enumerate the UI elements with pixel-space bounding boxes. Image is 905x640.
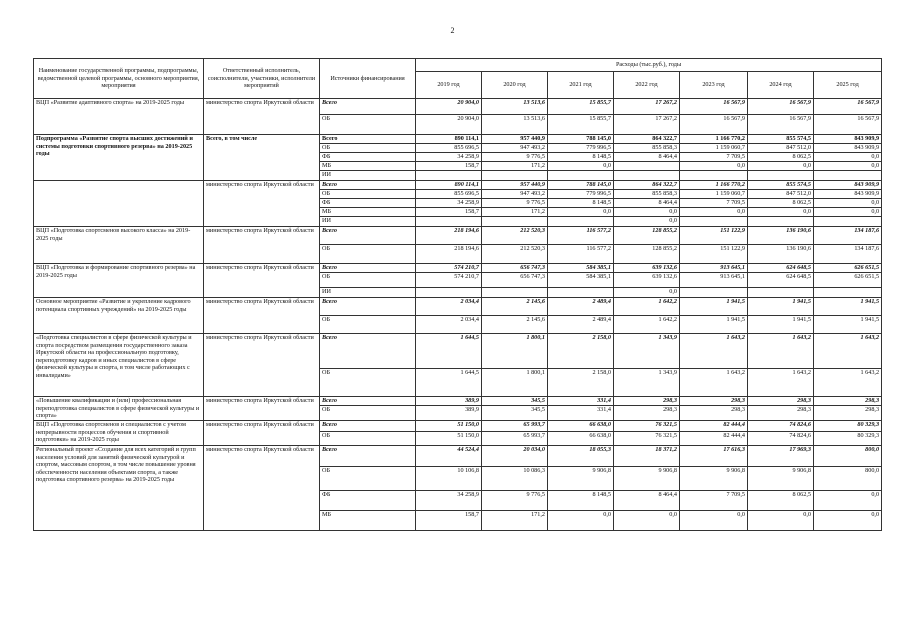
funding-source: МБ xyxy=(320,162,416,171)
expense-value: 1 941,5 xyxy=(680,298,748,316)
expense-value: 1 941,5 xyxy=(814,298,882,316)
table-row xyxy=(34,264,882,273)
header-name: Наименование государственной программы, подпрограммы, ведомственной целевой программы, основного мероприятия, мероприятия xyxy=(34,59,204,99)
expense-value xyxy=(548,171,614,181)
expense-value: 947 493,2 xyxy=(482,144,548,153)
expense-value: 0,0 xyxy=(680,511,748,531)
expense-value: 0,0 xyxy=(814,162,882,171)
expense-value: 212 520,3 xyxy=(482,227,548,245)
funding-source: ИИ xyxy=(320,217,416,227)
funding-source: ИИ xyxy=(320,288,416,298)
expense-value: 656 747,3 xyxy=(482,273,548,288)
expense-value: 779 996,5 xyxy=(548,190,614,199)
expense-value: 151 122,9 xyxy=(680,245,748,264)
expense-value: 8 062,5 xyxy=(748,153,814,162)
responsible-executor: министерство спорта Иркутской области xyxy=(204,264,320,298)
expense-value: 389,9 xyxy=(416,406,482,421)
expense-value: 957 440,9 xyxy=(482,135,548,144)
header-year: 2020 год xyxy=(482,72,548,99)
expense-value: 212 520,3 xyxy=(482,245,548,264)
expense-value: 34 258,9 xyxy=(416,153,482,162)
expense-value: 1 642,2 xyxy=(614,298,680,316)
table-row xyxy=(34,227,882,245)
expense-value: 0,0 xyxy=(614,217,680,227)
expense-value: 855 696,5 xyxy=(416,190,482,199)
expense-value: 171,2 xyxy=(482,162,548,171)
expense-value: 116 577,2 xyxy=(548,227,614,245)
program-name: ВЦП «Подготовка и формирование спортивного резерва» на 2019-2025 годы xyxy=(34,264,204,298)
responsible-executor: министерство спорта Иркутской области xyxy=(204,446,320,531)
expense-value: 158,7 xyxy=(416,208,482,217)
funding-source: ОБ xyxy=(320,432,416,446)
expense-value: 298,3 xyxy=(680,397,748,406)
expense-value: 8 148,5 xyxy=(548,153,614,162)
expense-value: 20 904,0 xyxy=(416,115,482,135)
expense-value: 2 034,4 xyxy=(416,316,482,334)
expense-value xyxy=(548,217,614,227)
program-name: ВЦП «Подготовка спортсменов высокого класса» на 2019-2025 годы xyxy=(34,227,204,264)
expense-value xyxy=(748,217,814,227)
header-year: 2024 год xyxy=(748,72,814,99)
expense-value: 171,2 xyxy=(482,511,548,531)
expense-value: 2 158,0 xyxy=(548,334,614,369)
expense-value: 15 855,7 xyxy=(548,99,614,115)
expense-value: 18 055,3 xyxy=(548,446,614,467)
expense-value: 82 444,4 xyxy=(680,421,748,432)
expense-value: 136 190,6 xyxy=(748,227,814,245)
expense-value: 9 776,5 xyxy=(482,153,548,162)
funding-source: ОБ xyxy=(320,273,416,288)
expense-value: 17 616,3 xyxy=(680,446,748,467)
expense-value: 864 322,7 xyxy=(614,135,680,144)
expense-value: 1 941,5 xyxy=(680,316,748,334)
expense-value: 847 512,0 xyxy=(748,190,814,199)
expense-value: 44 524,4 xyxy=(416,446,482,467)
expense-value xyxy=(416,288,482,298)
expense-value: 128 855,2 xyxy=(614,245,680,264)
expense-value: 2 145,6 xyxy=(482,316,548,334)
expense-value: 656 747,3 xyxy=(482,264,548,273)
expense-value: 1 643,2 xyxy=(680,369,748,397)
expense-value: 20 034,0 xyxy=(482,446,548,467)
expense-value: 855 858,3 xyxy=(614,144,680,153)
table-row xyxy=(34,298,882,316)
expense-value xyxy=(748,288,814,298)
expense-value: 574 210,7 xyxy=(416,273,482,288)
funding-source: ФБ xyxy=(320,199,416,208)
header-source: Источники финансирования xyxy=(320,59,416,99)
program-name: ВЦП «Развитие адаптивного спорта» на 2019-2025 годы xyxy=(34,99,204,135)
expense-value: 16 567,9 xyxy=(680,99,748,115)
responsible-executor: министерство спорта Иркутской области xyxy=(204,334,320,397)
expense-value: 1 643,2 xyxy=(748,334,814,369)
expense-value: 8 062,5 xyxy=(748,199,814,208)
expense-value: 298,3 xyxy=(814,406,882,421)
expense-value: 298,3 xyxy=(680,406,748,421)
expense-value xyxy=(482,217,548,227)
expense-value: 2 158,0 xyxy=(548,369,614,397)
expense-value: 584 385,1 xyxy=(548,264,614,273)
funding-source: ИИ xyxy=(320,171,416,181)
expense-value: 345,5 xyxy=(482,397,548,406)
expense-value: 855 858,3 xyxy=(614,190,680,199)
expense-value: 74 824,6 xyxy=(748,421,814,432)
expense-value: 136 190,6 xyxy=(748,245,814,264)
expense-value: 864 322,7 xyxy=(614,181,680,190)
funding-source: ОБ xyxy=(320,144,416,153)
expense-value: 158,7 xyxy=(416,511,482,531)
expense-value: 0,0 xyxy=(548,511,614,531)
expense-value: 0,0 xyxy=(814,208,882,217)
expense-value: 639 132,6 xyxy=(614,273,680,288)
expense-value: 1 643,2 xyxy=(748,369,814,397)
expense-value: 7 709,5 xyxy=(680,153,748,162)
expense-value xyxy=(748,171,814,181)
expense-value: 20 904,0 xyxy=(416,99,482,115)
expense-value xyxy=(416,171,482,181)
expense-value: 1 941,5 xyxy=(748,298,814,316)
expense-value: 17 267,2 xyxy=(614,115,680,135)
expense-value: 158,7 xyxy=(416,162,482,171)
expense-value: 8 148,5 xyxy=(548,491,614,511)
expense-value: 0,0 xyxy=(748,162,814,171)
program-name: «Подготовка специалистов в сфере физической культуры и спорта посредством размещения государственного заказа Иркутской области на профессиональную подготовку, переподготовку кадров и иных специалистов в сфере физической культуры и спорта, в том числе работающих с инвалидами» xyxy=(34,334,204,397)
expense-value: 8 464,4 xyxy=(614,153,680,162)
table-row xyxy=(34,446,882,467)
table-row xyxy=(34,135,882,144)
expense-value: 0,0 xyxy=(614,511,680,531)
expense-value: 788 145,0 xyxy=(548,135,614,144)
expense-value: 128 855,2 xyxy=(614,227,680,245)
expense-value: 1 800,1 xyxy=(482,369,548,397)
page-number: 2 xyxy=(450,26,455,35)
expense-value: 890 114,1 xyxy=(416,135,482,144)
expense-value: 13 513,6 xyxy=(482,115,548,135)
expense-value: 218 194,6 xyxy=(416,227,482,245)
expense-value: 890 114,1 xyxy=(416,181,482,190)
funding-source: МБ xyxy=(320,208,416,217)
funding-source: Всего xyxy=(320,334,416,369)
expense-value: 626 651,5 xyxy=(814,273,882,288)
header-year: 2021 год xyxy=(548,72,614,99)
expense-value: 0,0 xyxy=(748,208,814,217)
program-name: ВЦП «Подготовка спортсменов и специалистов с учетом непрерывности процессов обучения и спортивной подготовки» на 2019-2025 годы xyxy=(34,421,204,446)
expense-value: 1 643,2 xyxy=(680,334,748,369)
expense-value: 16 567,9 xyxy=(680,115,748,135)
header-year: 2025 год xyxy=(814,72,882,99)
expense-value: 65 993,7 xyxy=(482,432,548,446)
expense-value: 0,0 xyxy=(814,153,882,162)
responsible-executor: министерство спорта Иркутской области xyxy=(204,227,320,264)
header-responsible: Ответственный исполнитель, соисполнители, участники, исполнители мероприятий xyxy=(204,59,320,99)
funding-source: МБ xyxy=(320,511,416,531)
expense-value: 913 645,1 xyxy=(680,264,748,273)
expense-value: 10 086,3 xyxy=(482,467,548,491)
expense-value: 331,4 xyxy=(548,406,614,421)
expense-value: 843 909,9 xyxy=(814,190,882,199)
expense-value: 843 909,9 xyxy=(814,144,882,153)
funding-source: ФБ xyxy=(320,153,416,162)
expense-value: 51 150,0 xyxy=(416,432,482,446)
funding-source: ОБ xyxy=(320,190,416,199)
funding-source: Всего xyxy=(320,99,416,115)
expense-value: 624 648,5 xyxy=(748,264,814,273)
expense-value: 298,3 xyxy=(814,397,882,406)
expense-value: 16 567,9 xyxy=(814,99,882,115)
expense-value: 298,3 xyxy=(748,406,814,421)
expense-value: 913 645,1 xyxy=(680,273,748,288)
expense-value: 626 651,5 xyxy=(814,264,882,273)
expense-value: 345,5 xyxy=(482,406,548,421)
header-year: 2022 год xyxy=(614,72,680,99)
funding-source: Всего xyxy=(320,446,416,467)
expense-value: 51 150,0 xyxy=(416,421,482,432)
expense-value: 65 993,7 xyxy=(482,421,548,432)
expense-value: 13 513,6 xyxy=(482,99,548,115)
expense-value: 17 267,2 xyxy=(614,99,680,115)
expense-value: 0,0 xyxy=(548,208,614,217)
expense-value: 9 776,5 xyxy=(482,491,548,511)
expense-value xyxy=(614,171,680,181)
expense-value: 1 343,9 xyxy=(614,334,680,369)
expense-value: 10 106,8 xyxy=(416,467,482,491)
responsible-executor: министерство спорта Иркутской области xyxy=(204,181,320,227)
expense-value: 116 577,2 xyxy=(548,245,614,264)
expense-value: 0,0 xyxy=(680,162,748,171)
expense-value xyxy=(814,217,882,227)
funding-source: Всего xyxy=(320,298,416,316)
expense-value: 1 941,5 xyxy=(748,316,814,334)
funding-source: Всего xyxy=(320,397,416,406)
funding-source: ОБ xyxy=(320,406,416,421)
expense-value: 788 145,0 xyxy=(548,181,614,190)
expense-value: 0,0 xyxy=(548,162,614,171)
expense-value: 800,0 xyxy=(814,446,882,467)
expense-value: 1 643,2 xyxy=(814,334,882,369)
responsible-executor: министерство спорта Иркутской области xyxy=(204,421,320,446)
expense-value: 66 638,0 xyxy=(548,432,614,446)
expense-value xyxy=(814,171,882,181)
program-name: Основное мероприятие «Развитие и укрепление кадрового потенциала спортивных учреждений» на 2019-2025 годы xyxy=(34,298,204,334)
responsible-executor: министерство спорта Иркутской области xyxy=(204,298,320,334)
expense-value: 7 709,5 xyxy=(680,199,748,208)
expense-value: 1 644,5 xyxy=(416,334,482,369)
expense-value: 17 969,3 xyxy=(748,446,814,467)
expense-value: 9 906,8 xyxy=(748,467,814,491)
expense-value: 2 489,4 xyxy=(548,316,614,334)
expense-value: 847 512,0 xyxy=(748,144,814,153)
expense-value: 34 258,9 xyxy=(416,199,482,208)
expense-value: 0,0 xyxy=(614,288,680,298)
program-name: Подпрограмма «Развитие спорта высших достижений и системы подготовки спортивного резерва» на 2019-2025 годы xyxy=(34,135,204,181)
expense-value: 15 855,7 xyxy=(548,115,614,135)
expense-value: 74 824,6 xyxy=(748,432,814,446)
funding-source: ОБ xyxy=(320,115,416,135)
expense-value: 584 385,1 xyxy=(548,273,614,288)
expense-value: 0,0 xyxy=(614,208,680,217)
expense-value xyxy=(482,288,548,298)
funding-source: ОБ xyxy=(320,467,416,491)
expense-value: 16 567,9 xyxy=(748,115,814,135)
expense-value: 76 321,5 xyxy=(614,432,680,446)
responsible-executor: министерство спорта Иркутской области xyxy=(204,99,320,135)
table-row xyxy=(34,181,882,190)
funding-source: ОБ xyxy=(320,316,416,334)
expense-value: 331,4 xyxy=(548,397,614,406)
expense-value: 0,0 xyxy=(680,208,748,217)
expense-value xyxy=(680,217,748,227)
expense-value: 800,0 xyxy=(814,467,882,491)
program-name: Региональный проект «Создание для всех категорий и групп населения условий для занятий физической культурой и спортом, массовым спортом, в том числе повышение уровня обеспеченности населения объектами спорта, а также подготовка спортивного резерва» на 2019-2025 годы xyxy=(34,446,204,531)
expense-value xyxy=(614,162,680,171)
expense-value: 151 122,9 xyxy=(680,227,748,245)
funding-source: Всего xyxy=(320,264,416,273)
expense-value: 134 187,6 xyxy=(814,227,882,245)
expense-value: 134 187,6 xyxy=(814,245,882,264)
budget-table xyxy=(33,58,882,531)
table-row xyxy=(34,334,882,369)
header-year: 2023 год xyxy=(680,72,748,99)
expense-value: 843 909,9 xyxy=(814,135,882,144)
expense-value: 82 444,4 xyxy=(680,432,748,446)
expense-value: 855 574,5 xyxy=(748,181,814,190)
expense-value: 0,0 xyxy=(814,199,882,208)
expense-value: 1 166 770,2 xyxy=(680,181,748,190)
program-name xyxy=(34,181,204,227)
expense-value: 8 464,4 xyxy=(614,199,680,208)
expense-value: 8 464,4 xyxy=(614,491,680,511)
expense-value: 9 776,5 xyxy=(482,199,548,208)
expense-value: 18 371,2 xyxy=(614,446,680,467)
expense-value: 298,3 xyxy=(748,397,814,406)
expense-value: 957 440,9 xyxy=(482,181,548,190)
expense-value xyxy=(482,171,548,181)
expense-value: 80 329,3 xyxy=(814,432,882,446)
expense-value: 1 159 060,7 xyxy=(680,190,748,199)
expense-value xyxy=(680,171,748,181)
expense-value: 9 906,8 xyxy=(548,467,614,491)
responsible-executor: министерство спорта Иркутской области xyxy=(204,397,320,421)
funding-source: ОБ xyxy=(320,245,416,264)
expense-value: 2 034,4 xyxy=(416,298,482,316)
expense-value: 218 194,6 xyxy=(416,245,482,264)
expense-value: 34 258,9 xyxy=(416,491,482,511)
expense-value: 389,9 xyxy=(416,397,482,406)
expense-value: 639 132,6 xyxy=(614,264,680,273)
expense-value: 1 642,2 xyxy=(614,316,680,334)
expense-value: 574 210,7 xyxy=(416,264,482,273)
funding-source: Всего xyxy=(320,421,416,432)
funding-source: Всего xyxy=(320,227,416,245)
expense-value: 8 062,5 xyxy=(748,491,814,511)
responsible-executor: Всего, в том числе xyxy=(204,135,320,181)
expense-value: 947 493,2 xyxy=(482,190,548,199)
expense-value: 1 159 060,7 xyxy=(680,144,748,153)
expense-value: 298,3 xyxy=(614,397,680,406)
funding-source: Всего xyxy=(320,135,416,144)
expense-value: 0,0 xyxy=(748,511,814,531)
expense-value: 1 644,5 xyxy=(416,369,482,397)
expense-value: 9 906,8 xyxy=(614,467,680,491)
expense-value: 16 567,9 xyxy=(814,115,882,135)
expense-value: 855 574,5 xyxy=(748,135,814,144)
expense-value: 7 709,5 xyxy=(680,491,748,511)
expense-value: 9 906,8 xyxy=(680,467,748,491)
expense-value: 76 321,5 xyxy=(614,421,680,432)
expense-value: 843 909,9 xyxy=(814,181,882,190)
expense-value: 66 638,0 xyxy=(548,421,614,432)
table-row xyxy=(34,99,882,115)
expense-value: 298,3 xyxy=(614,406,680,421)
expense-value: 1 166 770,2 xyxy=(680,135,748,144)
expense-value: 2 489,4 xyxy=(548,298,614,316)
expense-value: 8 148,5 xyxy=(548,199,614,208)
expense-value xyxy=(416,217,482,227)
header-year: 2019 год xyxy=(416,72,482,99)
expense-value: 16 567,9 xyxy=(748,99,814,115)
header-expenses: Расходы (тыс.руб.), годы xyxy=(416,59,882,72)
expense-value: 0,0 xyxy=(814,511,882,531)
expense-value: 80 329,3 xyxy=(814,421,882,432)
expense-value xyxy=(814,288,882,298)
expense-value: 1 941,5 xyxy=(814,316,882,334)
expense-value: 1 643,2 xyxy=(814,369,882,397)
funding-source: ОБ xyxy=(320,369,416,397)
expense-value: 1 800,1 xyxy=(482,334,548,369)
expense-value: 0,0 xyxy=(814,491,882,511)
expense-value xyxy=(548,288,614,298)
expense-value: 624 648,5 xyxy=(748,273,814,288)
expense-value: 171,2 xyxy=(482,208,548,217)
program-name: «Повышение квалификации и (или) профессиональная переподготовка специалистов в сфере физической культуры и спорта» xyxy=(34,397,204,421)
table-row xyxy=(34,397,882,406)
funding-source: ФБ xyxy=(320,491,416,511)
funding-source: Всего xyxy=(320,181,416,190)
expense-value: 2 145,6 xyxy=(482,298,548,316)
expense-value: 779 996,5 xyxy=(548,144,614,153)
expense-value xyxy=(680,288,748,298)
expense-value: 1 343,9 xyxy=(614,369,680,397)
table-row xyxy=(34,421,882,432)
expense-value: 855 696,5 xyxy=(416,144,482,153)
